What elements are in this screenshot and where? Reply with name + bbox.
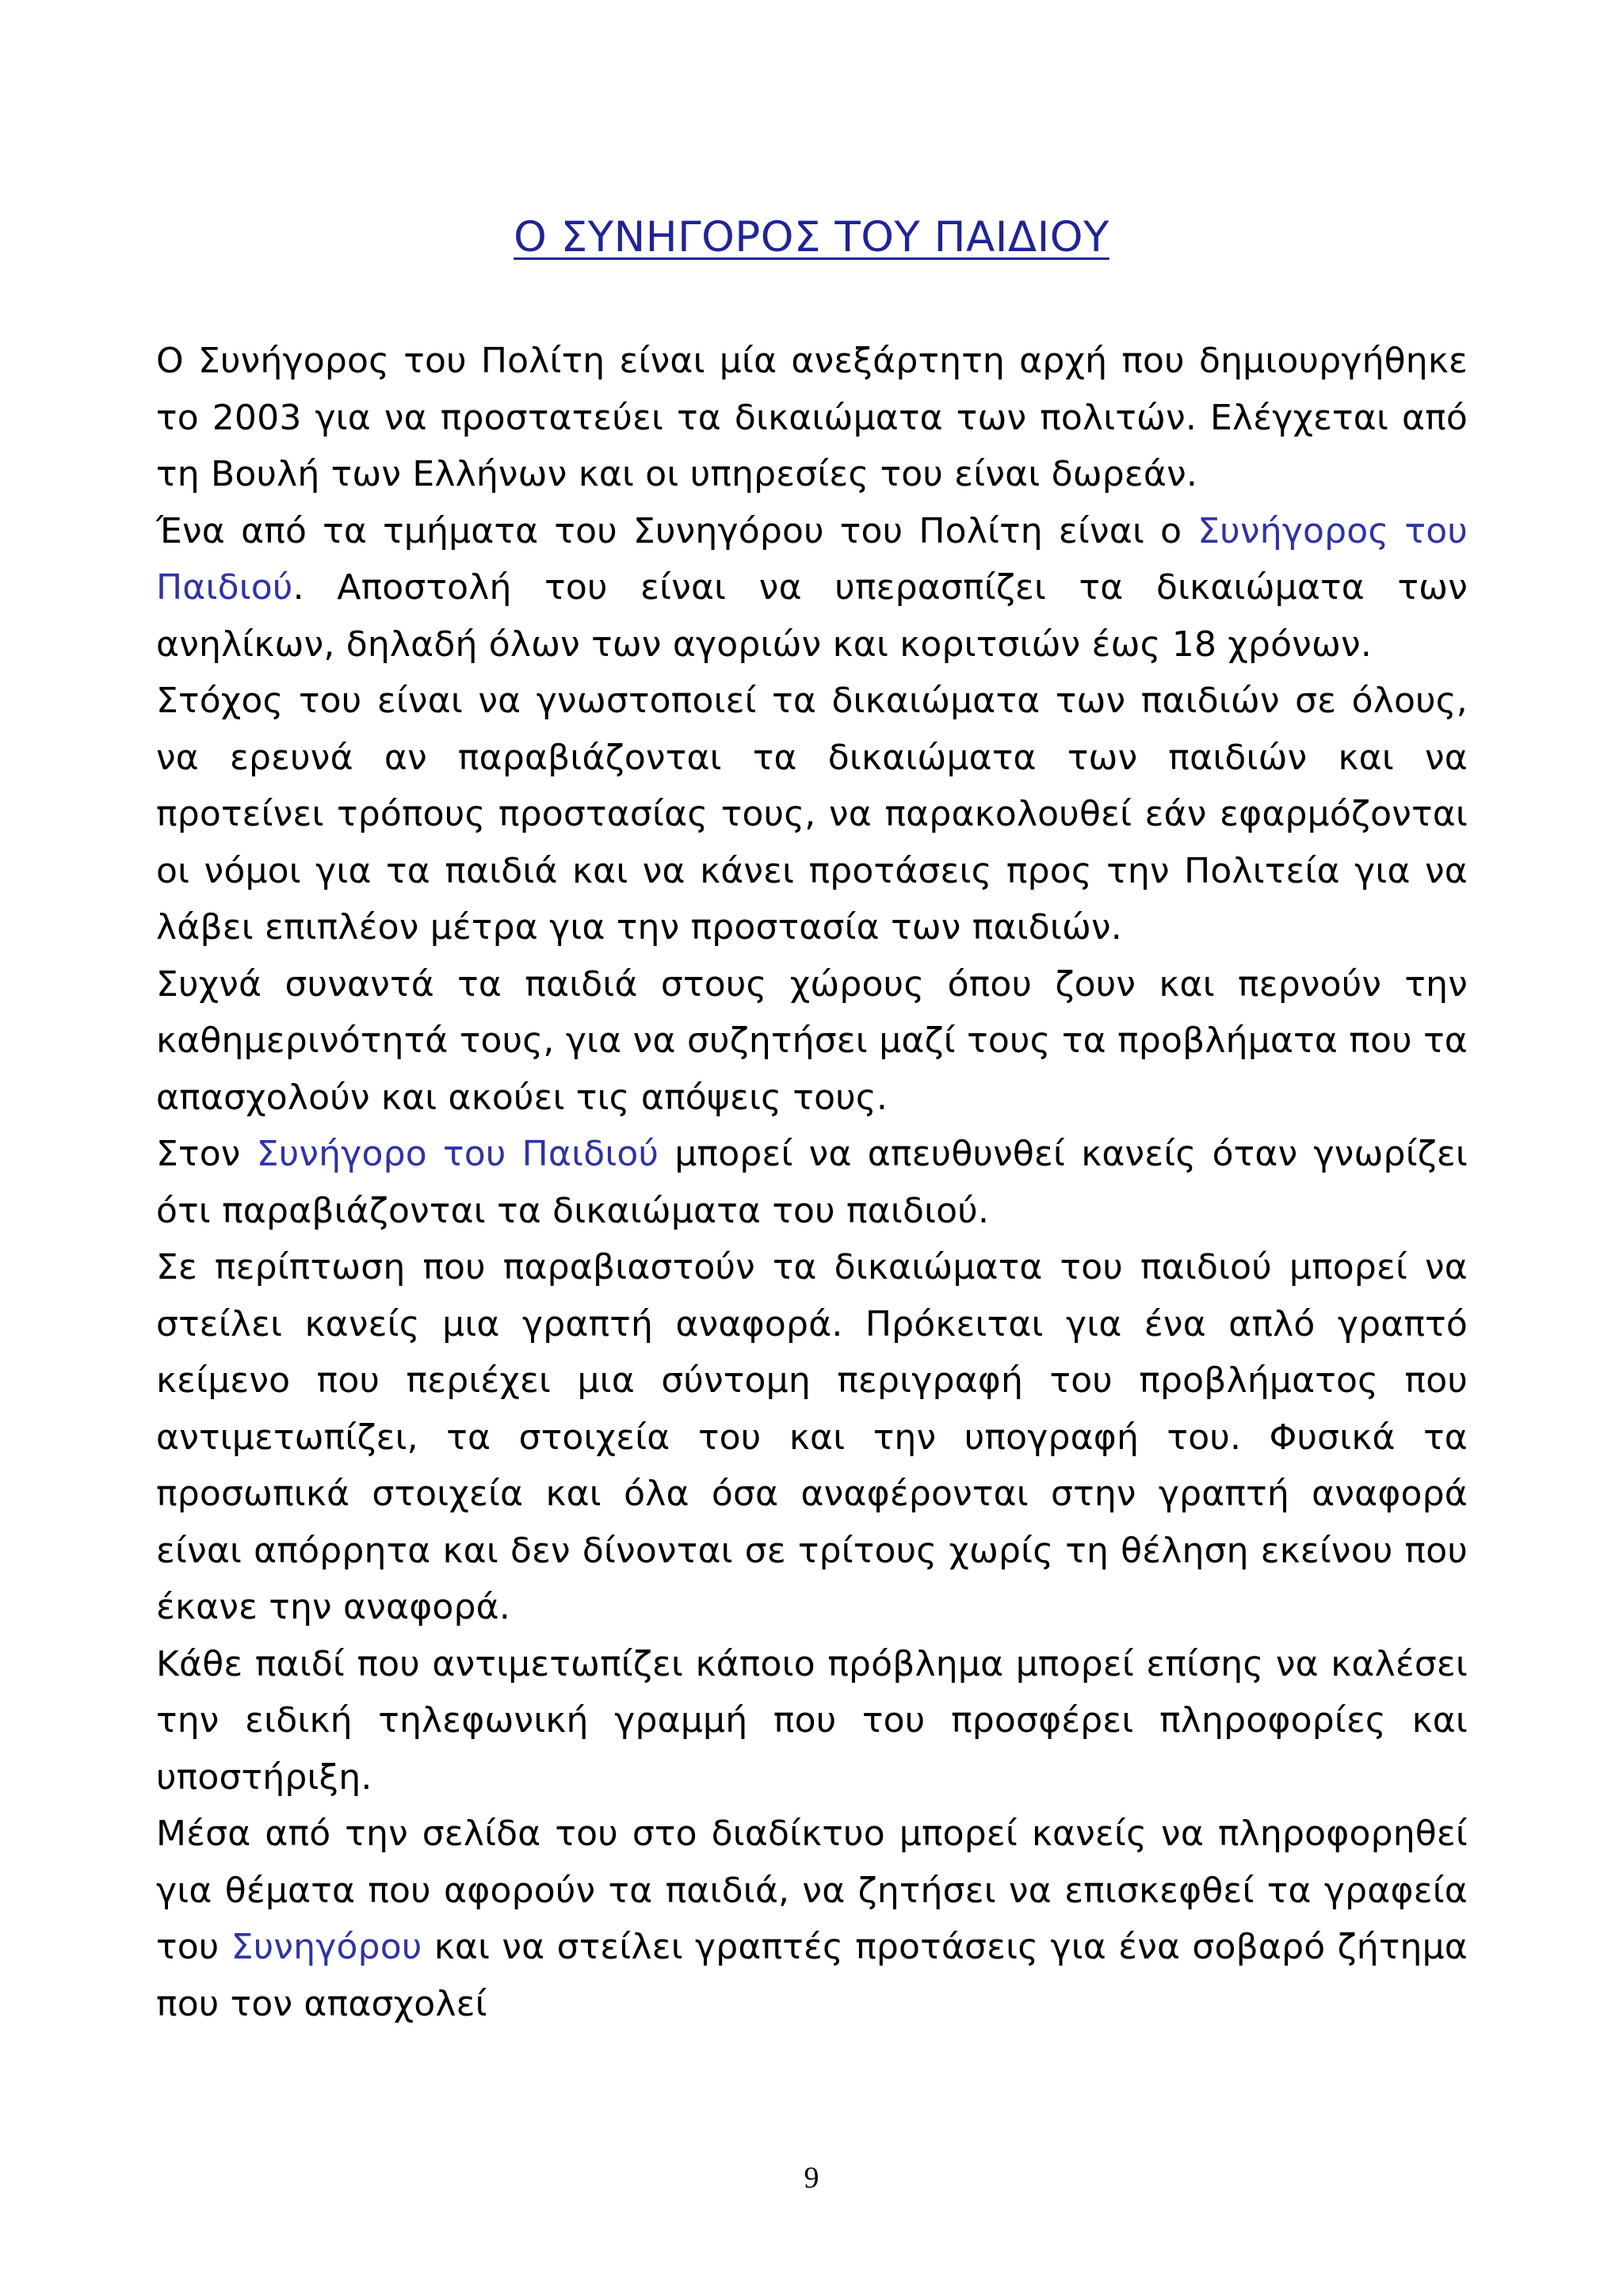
paragraph-text: Κάθε παιδί που αντιμετωπίζει κάποιο πρόβλημα μπορεί επίσης να καλέσει την ειδική τηλεφωνική γραμμή που του προσφέρει πληροφορίες και υποστήριξη. <box>156 1643 1468 1798</box>
body-text <box>156 333 1468 2032</box>
paragraph <box>156 333 1468 503</box>
paragraph-text: μπορεί να απευθυνθεί κανείς όταν γνωρίζει ότι παραβιάζονται τα δικαιώματα του παιδιού. <box>156 1134 1468 1231</box>
paragraph <box>156 673 1468 956</box>
paragraph <box>156 956 1468 1127</box>
paragraph-text: Συχνά συναντά τα παιδιά στους χώρους όπου ζουν και περνούν την καθημερινότητά τους, για να συζητήσει μαζί τους τα προβλήματα που τα απασχολούν και ακούει τις απόψεις τους. <box>156 963 1468 1118</box>
paragraph <box>156 503 1468 673</box>
paragraph-text: Στον <box>156 1134 257 1174</box>
paragraph-text: Ένα από τα τμήματα του Συνηγόρου του Πολίτη είναι ο <box>156 510 1198 551</box>
paragraph <box>156 1126 1468 1239</box>
paragraph-text: Στόχος του είναι να γνωστοποιεί τα δικαιώματα των παιδιών σε όλους, να ερευνά αν παραβιάζονται τα δικαιώματα των παιδιών και να προτείνει τρόπους προστασίας τους, να παρακολουθεί εάν εφαρμόζονται οι νόμοι για τα παιδιά και να κάνει προτάσεις προς την Πολιτεία για να λάβει επιπλέον μέτρα για την προστασία των παιδιών. <box>156 681 1468 948</box>
paragraph <box>156 1239 1468 1636</box>
paragraph-text: . Αποστολή του είναι να υπερασπίζει τα δικαιώματα των ανηλίκων, δηλαδή όλων των αγοριών και κοριτσιών έως 18 χρόνων. <box>156 567 1468 665</box>
page-number: 9 <box>804 2161 819 2195</box>
paragraph-text: Μέσα από την σελίδα του στο διαδίκτυο μπορεί κανείς να πληροφορηθεί για θέματα που αφορούν τα παιδιά, να ζητήσει να επισκεφθεί τα γραφεία του <box>156 1814 1468 1967</box>
highlighted-term: Συνηγόρου <box>231 1927 422 1967</box>
paragraph <box>156 1636 1468 1806</box>
paragraph-text: Ο Συνήγορος του Πολίτη είναι μία ανεξάρτητη αρχή που δημιουργήθηκε το 2003 για να προστατεύει τα δικαιώματα των πολιτών. Ελέγχεται από τη Βουλή των Ελλήνων και οι υπηρεσίες του είναι δωρεάν. <box>156 341 1468 494</box>
highlighted-term: Συνήγορος του Παιδιού <box>156 510 1468 608</box>
paragraph-text: Σε περίπτωση που παραβιαστούν τα δικαιώματα του παιδιού μπορεί να στείλει κανείς μια γραπτή αναφορά. Πρόκειται για ένα απλό γραπτό κείμενο που περιέχει μια σύντομη περιγραφή του προβλήματος που αντιμετωπίζει, τα στοιχεία του και την υπογραφή του. Φυσικά τα προσωπικά στοιχεία και όλα όσα αναφέρονται στην γραπτή αναφορά είναι απόρρητα και δεν δίνονται σε τρίτους χωρίς τη θέληση εκείνου που έκανε την αναφορά. <box>156 1247 1468 1627</box>
page-title: Ο ΣΥΝΗΓΟΡΟΣ ΤΟΥ ΠΑΙΔΙΟΥ <box>514 213 1109 261</box>
paragraph <box>156 1806 1468 2032</box>
highlighted-term: Συνήγορο του Παιδιού <box>256 1134 659 1174</box>
paragraph-text: και να στείλει γραπτές προτάσεις για ένα σοβαρό ζήτημα που τον απασχολεί <box>156 1927 1468 2024</box>
